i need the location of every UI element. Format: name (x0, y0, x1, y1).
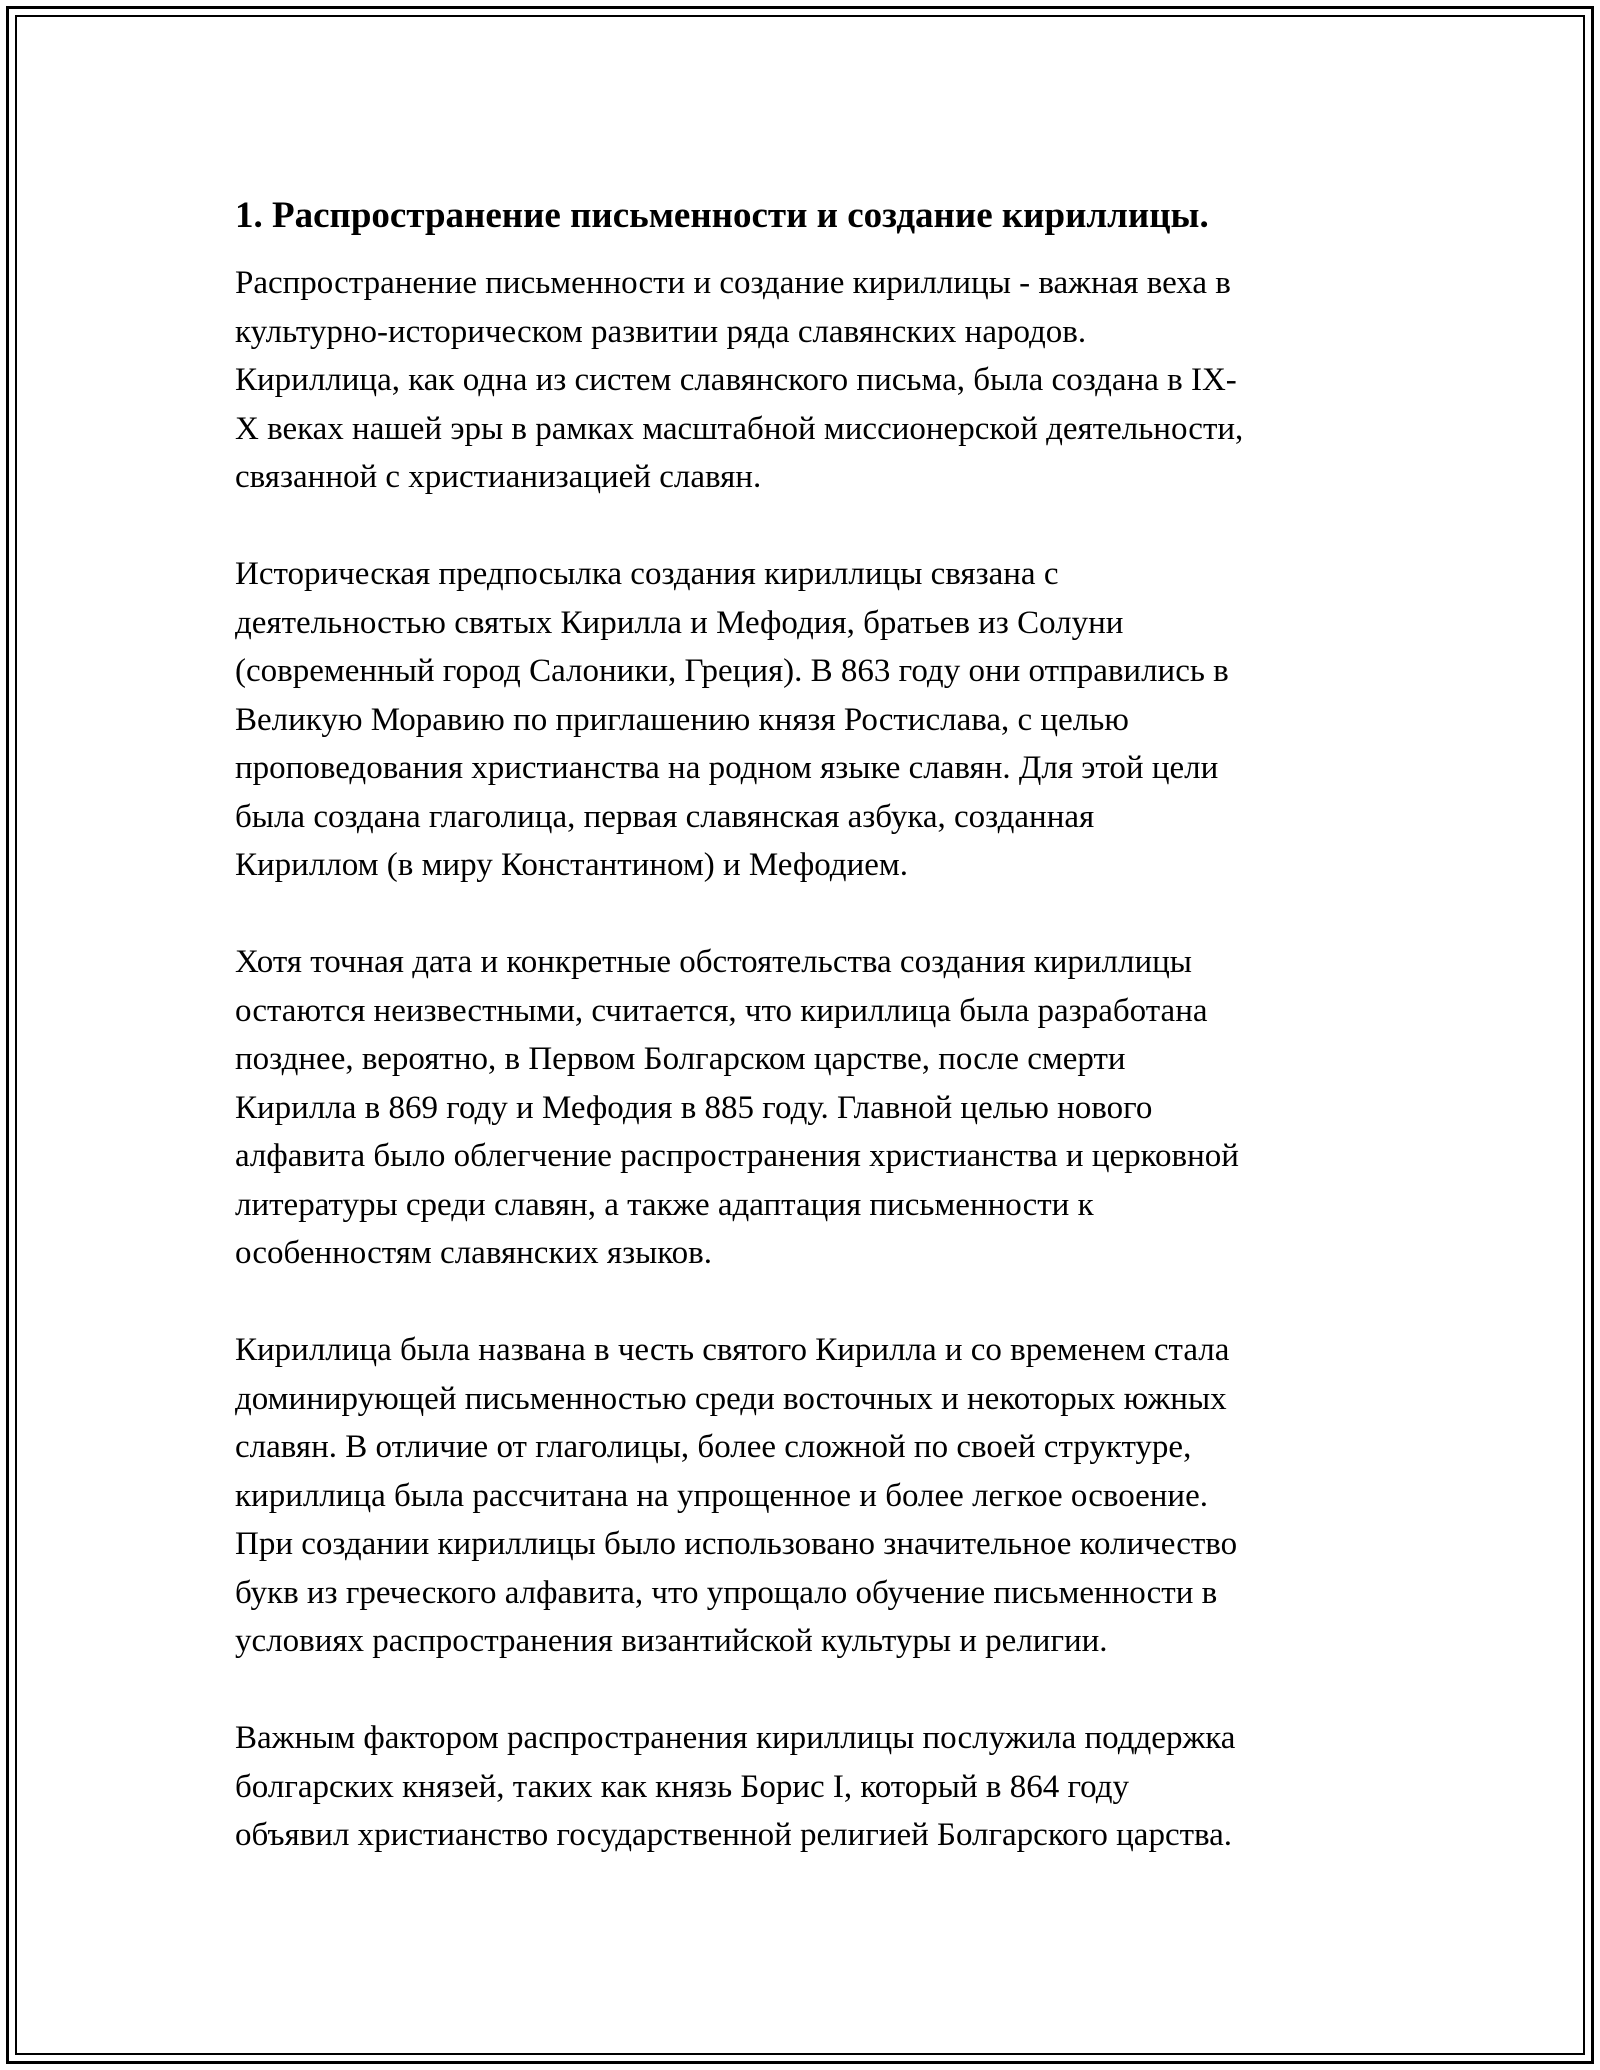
text-line: алфавита было облегчение распространения христианства и церковной (235, 1138, 1239, 1174)
text-line: При создании кириллицы было использовано значительное количество (235, 1526, 1238, 1562)
text-line: культурно-историческом развитии ряда славянских народов. (235, 313, 1087, 350)
text-line: Распространение письменности и создание кириллицы - важная веха в (235, 265, 1231, 301)
paragraph-1 (235, 259, 1385, 502)
text-line: Кириллица, как одна из систем славянского письма, была создана в IX- (235, 362, 1237, 398)
text-line: доминирующей письменностью среди восточных и некоторых южных (235, 1380, 1227, 1417)
text-line: болгарских князей, таких как князь Борис I, который в 864 году (235, 1768, 1130, 1805)
text-line: Кирилла в 869 году и Мефодия в 885 году. Главной целью нового (235, 1089, 1153, 1126)
text-line: деятельностью святых Кирилла и Мефодия, братьев из Солуни (235, 604, 1124, 641)
paragraph-3 (235, 938, 1385, 1278)
text-line: Историческая предпосылка создания кириллицы связана с (235, 556, 1059, 592)
text-line: связанной с христианизацией славян. (235, 459, 762, 495)
text-line: Важным фактором распространения кириллицы послужила поддержка (235, 1720, 1236, 1756)
text-line: славян. В отличие от глаголицы, более сложной по своей структуре, (235, 1429, 1192, 1465)
text-line: позднее, вероятно, в Первом Болгарском царстве, после смерти (235, 1041, 1126, 1077)
text-line: объявил христианство государственной религией Болгарского царства. (235, 1817, 1233, 1853)
document-body (235, 188, 1385, 1908)
text-line: X веках нашей эры в рамках масштабной миссионерской деятельности, (235, 410, 1244, 447)
paragraph-5 (235, 1714, 1385, 1860)
paragraph-4 (235, 1326, 1385, 1666)
text-line: условиях распространения византийской культуры и религии. (235, 1623, 1108, 1659)
text-line: (современный город Салоники, Греция). В 863 году они отправились в (235, 653, 1229, 689)
section-heading: 1. Распространение письменности и создание кириллицы. (235, 195, 1209, 236)
text-line: Кириллица была названа в честь святого Кирилла и со временем стала (235, 1332, 1230, 1368)
text-line: литературы среди славян, а также адаптация письменности к (235, 1186, 1094, 1223)
text-line: Хотя точная дата и конкретные обстоятельства создания кириллицы (235, 944, 1192, 980)
text-line: Кириллом (в миру Константином) и Мефодием. (235, 847, 909, 883)
text-line: особенностям славянских языков. (235, 1235, 712, 1271)
text-line: проповедования христианства на родном языке славян. Для этой цели (235, 750, 1219, 786)
text-line: кириллица была рассчитана на упрощенное и более легкое освоение. (235, 1477, 1208, 1514)
text-line: остаются неизвестными, считается, что кириллица была разработана (235, 992, 1208, 1029)
text-line: Великую Моравию по приглашению князя Ростислава, с целью (235, 701, 1129, 738)
text-line: букв из греческого алфавита, что упрощало обучение письменности в (235, 1574, 1218, 1611)
text-line: была создана глаголица, первая славянская азбука, созданная (235, 798, 1095, 835)
paragraph-2 (235, 550, 1385, 890)
